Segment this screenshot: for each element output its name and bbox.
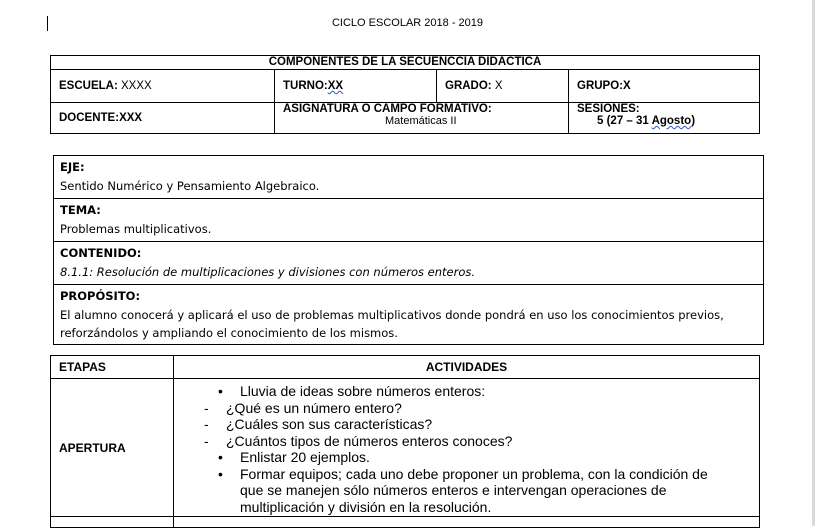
list-item: - ¿Qué es un número entero? [174, 400, 759, 417]
sesiones-value [577, 115, 759, 127]
sesiones-cell [569, 103, 760, 134]
contenido-label: CONTENIDO: [60, 246, 142, 260]
escuela-value: XXXX [120, 80, 152, 92]
asignatura-label: ASIGNATURA O CAMPO FORMATIVO: [283, 103, 492, 115]
tema-label: TEMA: [60, 203, 101, 217]
escuela-label: ESCUELA: [59, 80, 118, 92]
docente-value: XXX [119, 112, 143, 124]
details-table [53, 155, 764, 345]
components-table [50, 55, 760, 134]
sesiones-close: ) [691, 115, 696, 127]
list-item: - ¿Cuáles son sus características? [174, 416, 759, 433]
eje-cell [54, 156, 764, 199]
turno-label: TURNO: [283, 80, 328, 92]
asignatura-cell [275, 103, 569, 134]
grupo-value: X [623, 80, 631, 92]
docente-label: DOCENTE: [59, 112, 120, 124]
proposito-label: PROPÓSITO: [60, 289, 141, 303]
actividades-header: ACTIVIDADES [174, 356, 760, 379]
list-item: • Enlistar 20 ejemplos. [174, 449, 759, 466]
docente-cell [51, 103, 275, 134]
proposito-cell [54, 285, 764, 345]
contenido-cell [54, 242, 764, 285]
grado-cell [437, 70, 569, 103]
list-item: multiplicación y división en la resolución. [240, 498, 492, 515]
eje-label: EJE: [60, 160, 85, 174]
sesiones-count: 5 (27 – 31 [597, 115, 649, 127]
turno-cell [275, 70, 437, 103]
list-item: que se manejen sólo números enteros e intervengan operaciones de [240, 482, 667, 498]
list-item: - ¿Cuántos tipos de números enteros conoces? [174, 433, 759, 450]
asignatura-value: Matemáticas II [385, 115, 457, 127]
sesiones-month: Agosto [651, 115, 692, 127]
eje-value: Sentido Numérico y Pensamiento Algebraico. [60, 179, 320, 193]
stage-apertura: APERTURA [51, 379, 174, 517]
list-item: • Formar equipos; cada uno debe proponer un problema, con la condición de [174, 466, 759, 483]
grupo-cell [569, 70, 760, 103]
components-title: COMPONENTES DE LA SECUENCCIA DIDACTICA [51, 56, 760, 70]
school-year-header: CICLO ESCOLAR 2018 - 2019 [331, 17, 484, 29]
contenido-value: 8.1.1: Resolución de multiplicaciones y divisiones con números enteros. [60, 265, 476, 279]
grado-label: GRADO: [445, 80, 492, 92]
activities-list [174, 379, 760, 517]
turno-value: XX [327, 80, 344, 92]
etapas-header: ETAPAS [51, 356, 174, 379]
grado-value: X [494, 80, 503, 92]
grupo-label: GRUPO: [577, 80, 623, 92]
tema-cell [54, 199, 764, 242]
escuela-cell [51, 70, 275, 103]
list-item: • Lluvia de ideas sobre números enteros: [174, 383, 759, 400]
sesiones-label: SESIONES: [577, 103, 640, 115]
tema-value: Problemas multiplicativos. [60, 222, 212, 236]
proposito-value: El alumno conocerá y aplicará el uso de problemas multiplicativos donde pondrá en uso los conocimientos previos, reforzándolos y ampliando el conocimiento de los mismos. [60, 308, 724, 340]
activities-table [50, 355, 760, 528]
